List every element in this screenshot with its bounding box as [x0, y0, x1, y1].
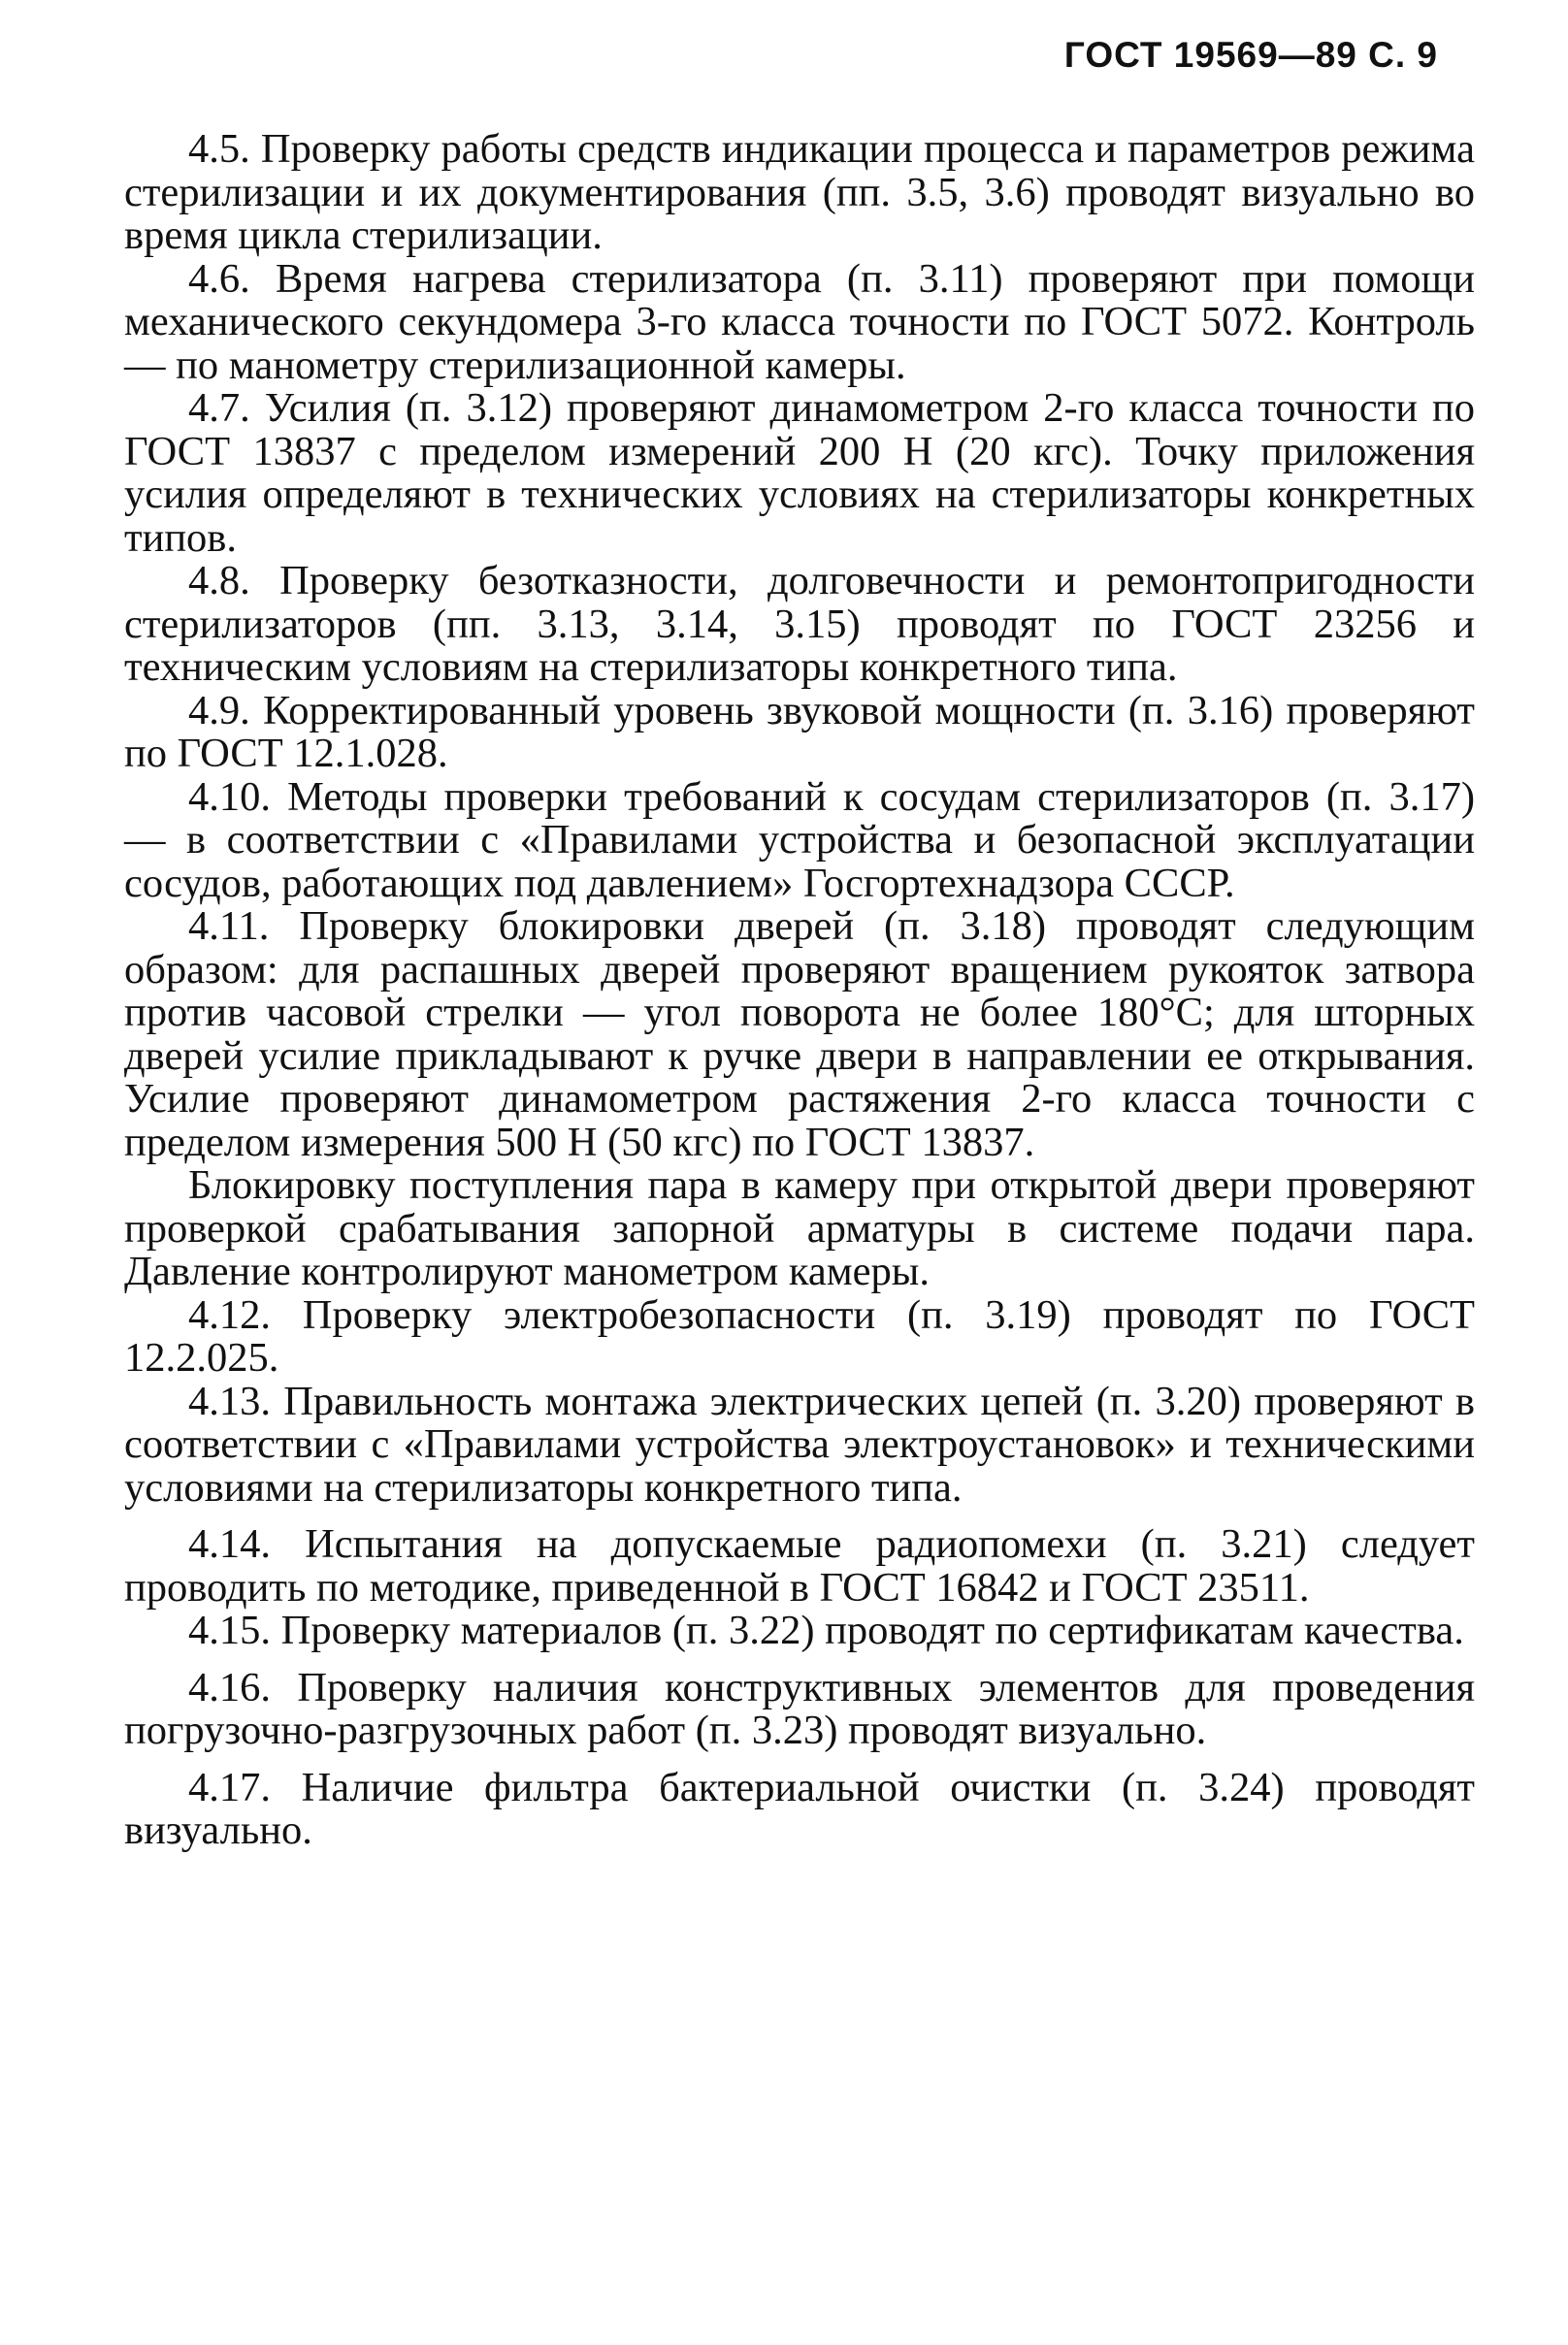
paragraph-4-15: 4.15. Проверку материалов (п. 3.22) проводят по сертификатам качества.: [188, 1608, 1464, 1653]
paragraph-4-9: 4.9. Корректированный уровень звуковой мощности (п. 3.16) проверяют по ГОСТ 12.1.028.: [124, 687, 1475, 776]
paragraph-4-5: 4.5. Проверку работы средств индикации процесса и параметров режима стерилизации и их документирования (пп. 3.5, 3.6) проводят визуально во время цикла стерилизации.: [124, 126, 1475, 258]
paragraph-4-12: 4.12. Проверку электробезопасности (п. 3.19) проводят по ГОСТ 12.2.025.: [124, 1291, 1475, 1381]
paragraph-4-14: 4.14. Испытания на допускаемые радиопомехи (п. 3.21) следует проводить по методике, приведенной в ГОСТ 16842 и ГОСТ 23511.: [124, 1521, 1475, 1611]
paragraph-4-7: 4.7. Усилия (п. 3.12) проверяют динамометром 2-го класса точности по ГОСТ 13837 с пределом измерений 200 Н (20 кгс). Точку приложения усилия определяют в технических условиях на стерилизаторы конкретных типов.: [124, 385, 1475, 561]
paragraph-4-11-continued: Блокировку поступления пара в камеру при открытой двери проверяют проверкой срабатывания запорной арматуры в системе подачи пара. Давление контролируют манометром камеры.: [124, 1162, 1475, 1294]
paragraph-4-10: 4.10. Методы проверки требований к сосудам стерилизаторов (п. 3.17) — в соответствии с «Правилами устройства и безопасной эксплуатации сосудов, работающих под давлением» Госгортехнадзора СССР.: [124, 773, 1475, 906]
paragraph-4-11: 4.11. Проверку блокировки дверей (п. 3.18) проводят следующим образом: для распашных дверей проверяют вращением рукояток затвора против часовой стрелки — угол поворота не более 180°С; для шторных дверей усилие прикладывают к ручке двери в направлении ее открывания. Усилие проверяют динамометром растяжения 2-го класса точности с пределом измерения 500 Н (50 кгс) по ГОСТ 13837.: [124, 903, 1475, 1165]
paragraph-4-16: 4.16. Проверку наличия конструктивных элементов для проведения погрузочно-разгрузочных работ (п. 3.23) проводят визуально.: [124, 1664, 1475, 1753]
paragraph-4-8: 4.8. Проверку безотказности, долговечности и ремонтопригодности стерилизаторов (пп. 3.13, 3.14, 3.15) проводят по ГОСТ 23256 и техническим условиям на стерилизаторы конкретного типа.: [124, 558, 1475, 690]
paragraph-4-17: 4.17. Наличие фильтра бактериальной очистки (п. 3.24) проводят визуально.: [124, 1764, 1475, 1853]
running-header: ГОСТ 19569—89 С. 9: [1063, 35, 1438, 75]
paragraph-4-6: 4.6. Время нагрева стерилизатора (п. 3.11) проверяют при помощи механического секундомера 3-го класса точности по ГОСТ 5072. Контроль — по манометру стерилизационной камеры.: [124, 255, 1475, 388]
paragraph-4-13: 4.13. Правильность монтажа электрических цепей (п. 3.20) проверяют в соответствии с «Правилами устройства электроустановок» и техническими условиями на стерилизаторы конкретного типа.: [124, 1378, 1475, 1511]
body-text: [124, 128, 1475, 1853]
